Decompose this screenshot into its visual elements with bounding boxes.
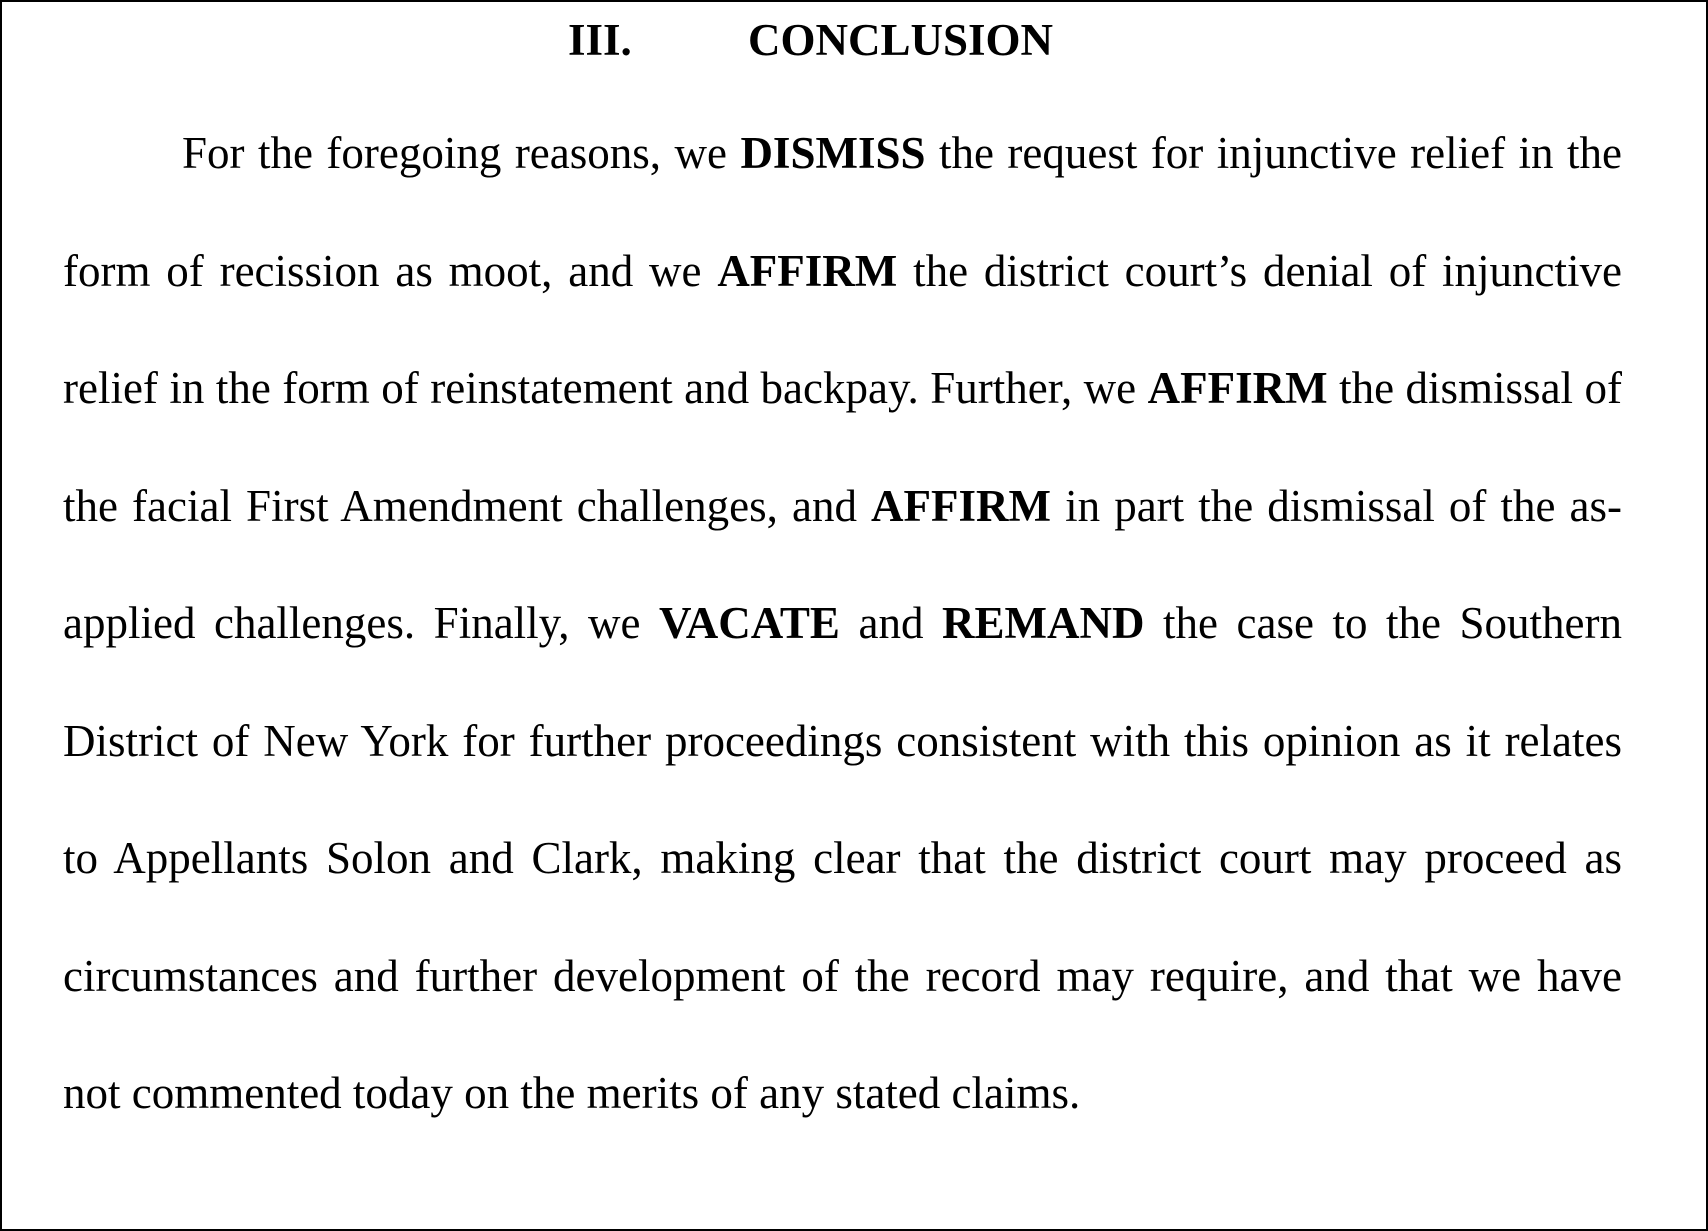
disposition-affirm: AFFIRM xyxy=(717,245,898,296)
text-run: the case to the Southern District of New York for further proceedings consistent with this opinion as it relates to Appellants Solon and Clark, making clear that the district court may proceed as circumstances and further development of the record may require, and that we have not commented today on the merits of any stated claims. xyxy=(63,598,1622,1118)
conclusion-paragraph xyxy=(63,95,1622,1153)
text-run: the request for injunctive relief in the form of recission as moot, and we xyxy=(63,128,1622,296)
text-run: the dismissal of the facial First Amendment challenges, and xyxy=(63,363,1622,531)
text-run: and xyxy=(839,598,942,648)
disposition-remand: REMAND xyxy=(941,598,1145,648)
disposition-dismiss: DISMISS xyxy=(740,128,926,178)
disposition-affirm: AFFIRM xyxy=(871,480,1052,531)
disposition-vacate: VACATE xyxy=(659,598,840,648)
section-numeral: III. xyxy=(568,15,632,65)
text-run: the district court’s denial of injunctive relief in the form of reinstatement and backpay. Further, we xyxy=(63,245,1622,413)
text-run: in part the dismissal of the as-applied challenges. Finally, we xyxy=(63,480,1623,648)
section-title: CONCLUSION xyxy=(748,15,1054,65)
text-run: For the foregoing reasons, we xyxy=(182,128,741,178)
section-heading xyxy=(2,10,1706,70)
disposition-affirm: AFFIRM xyxy=(1147,363,1328,413)
